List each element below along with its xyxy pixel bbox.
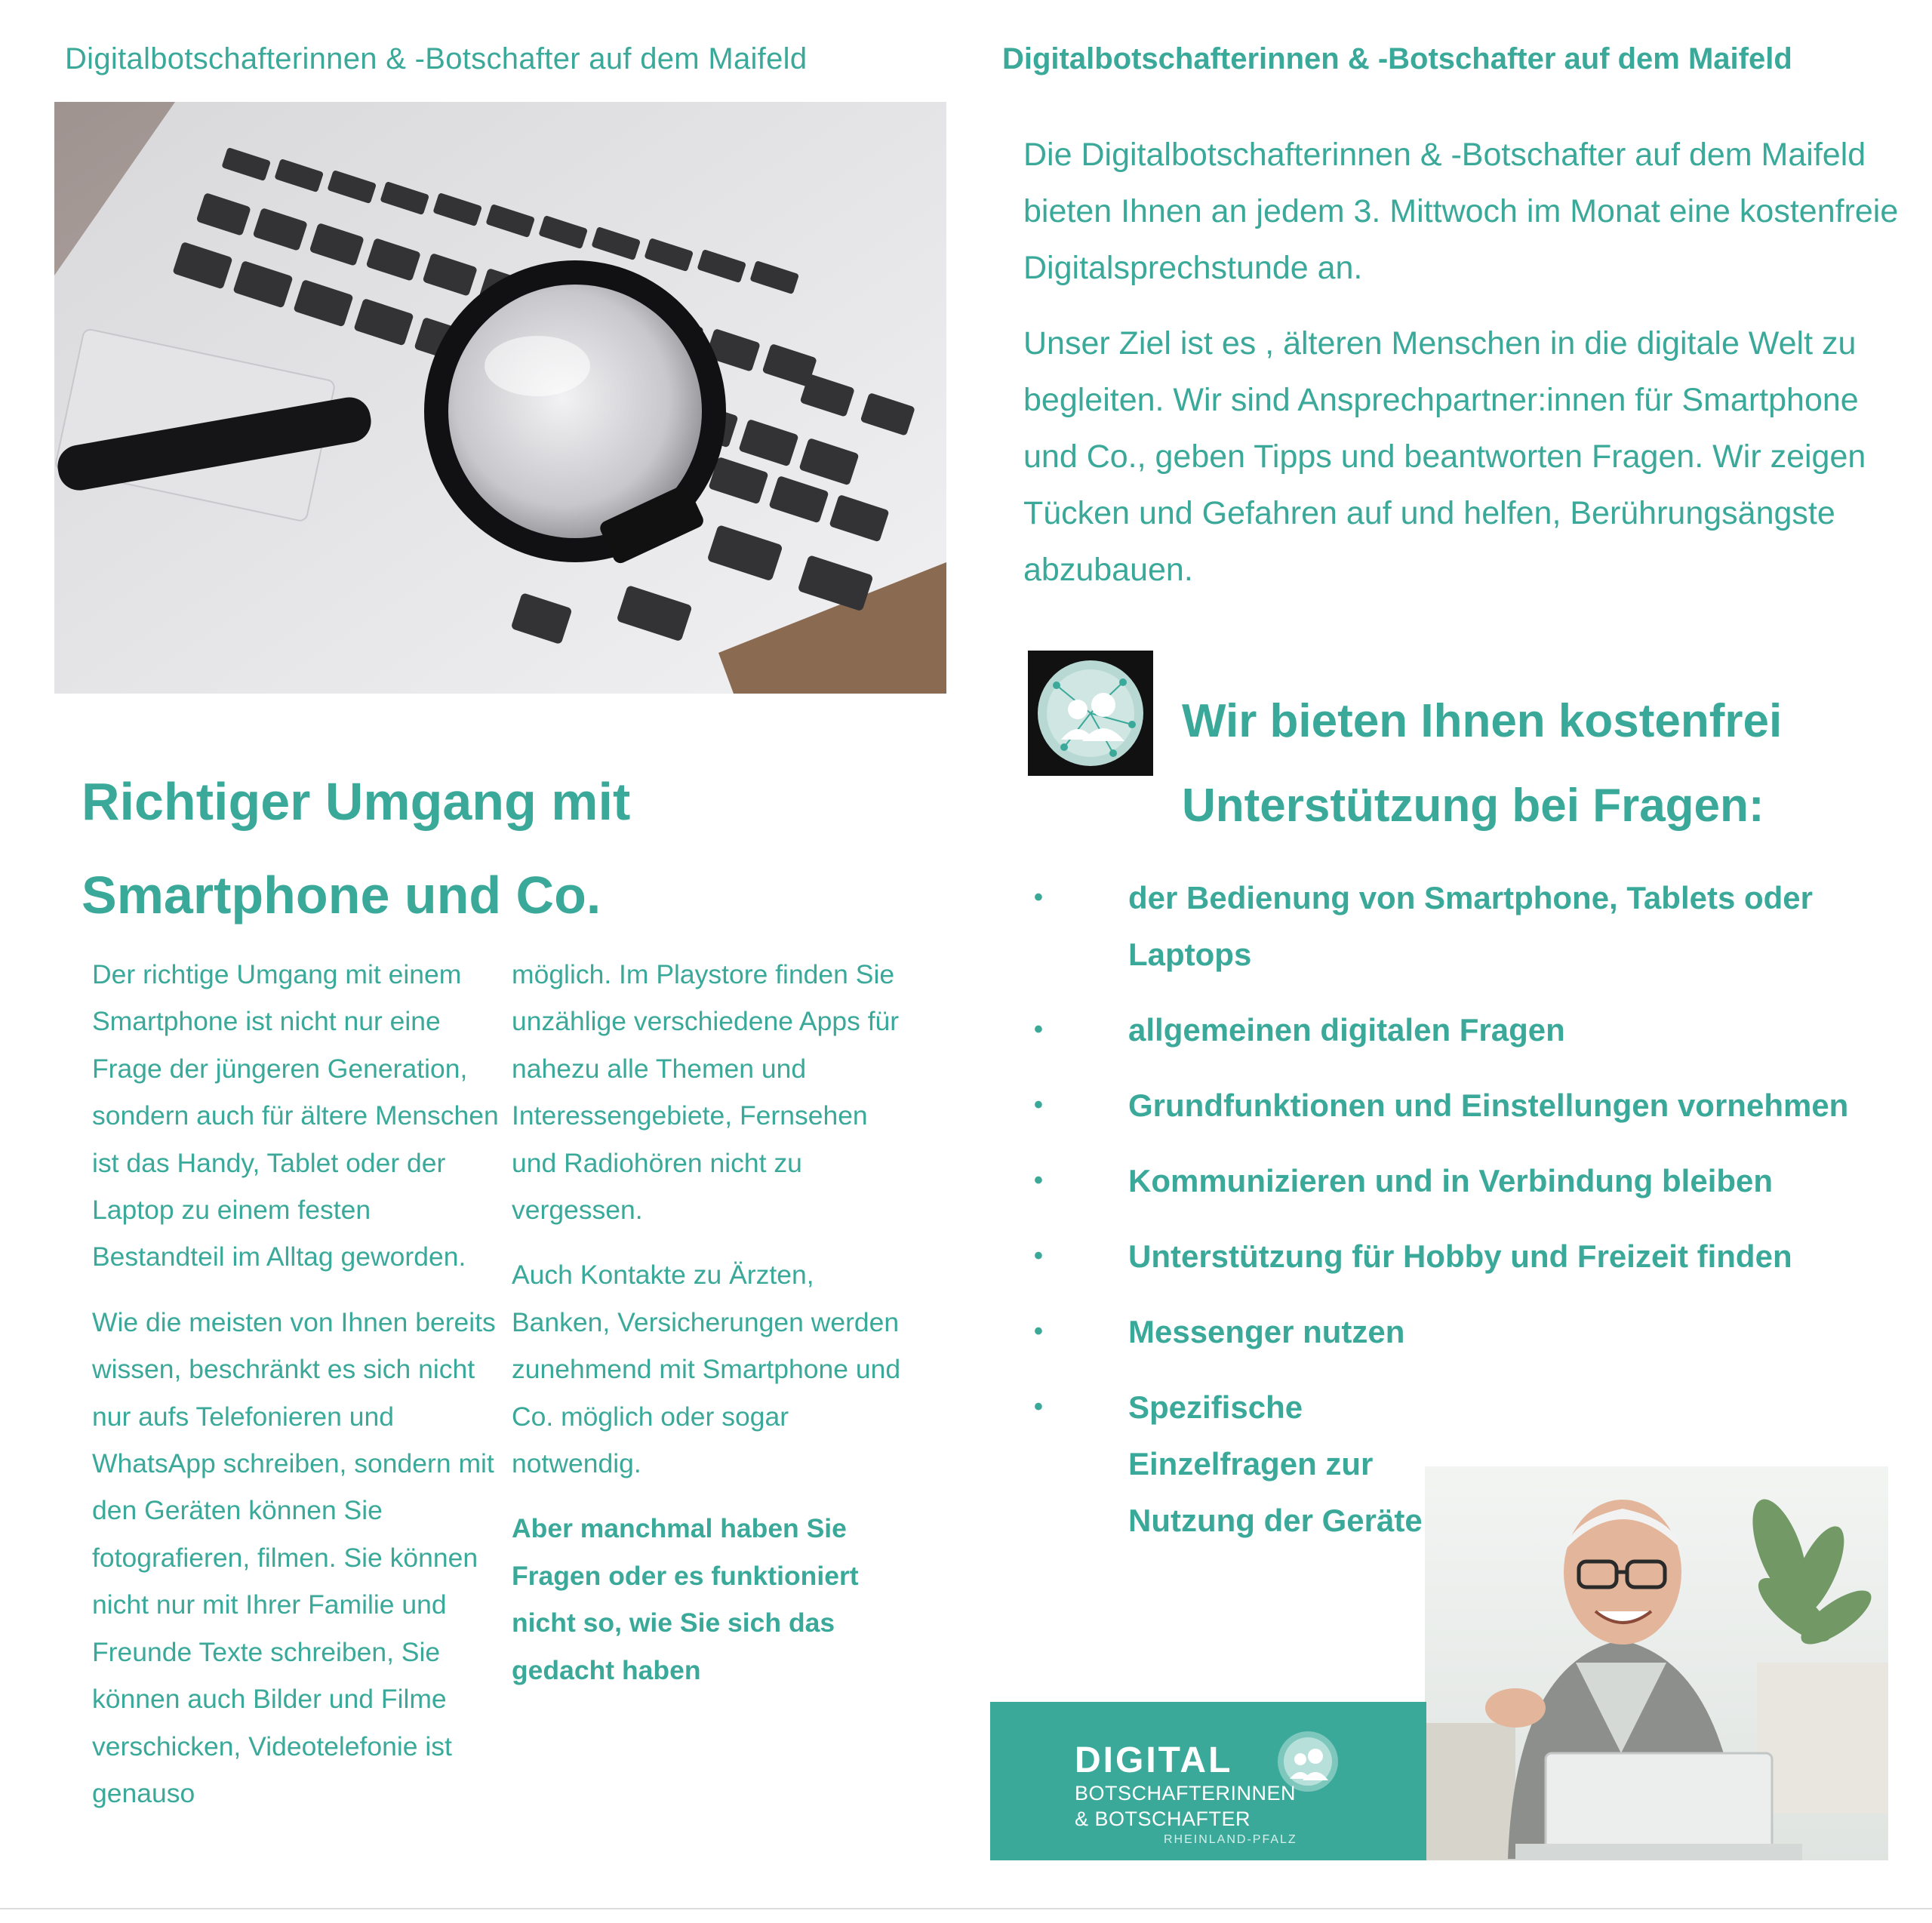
list-item: • Messenger nutzen [1034,1303,1879,1360]
col1-paragraph-1: Der richtige Umgang mit einem Smartphone ist nicht nur eine Frage der jüngeren Generation, sondern auch für ältere Menschen ist das Handy, Tablet oder der Laptop zu einem festen Bestandteil im Alltag geworden. [92,959,499,1272]
digitalbotschafter-brand-logo [990,1702,1426,1860]
laptop-magnifier-photo [54,102,946,694]
bullet-icon: • [1034,1166,1043,1195]
offer-title-line-1: Wir bieten Ihnen kostenfrei [1182,695,1783,747]
left-title-line-2: Smartphone und Co. [82,866,601,925]
col2-paragraph-1: möglich. Im Playstore finden Sie unzählige verschiedene Apps für nahezu alle Themen und Interessengebiete, Fernsehen und Radiohören nicht zu vergessen. [512,959,900,1226]
right-header: Digitalbotschafterinnen & -Botschafter auf dem Maifeld [1002,42,1792,75]
bullet-icon: • [1034,883,1043,912]
left-title [82,755,912,942]
brand-digital-text: DIGITAL [1075,1740,1233,1780]
people-network-icon [1028,651,1153,776]
intro-text [1023,127,1899,617]
bullet-icon: • [1034,1317,1043,1346]
left-column-1 [92,951,500,1835]
offer-title-line-2: Unterstützung bei Fragen: [1182,780,1764,832]
list-item: • Kommunizieren und in Verbindung bleiben [1034,1152,1879,1209]
list-item: • Spezifische Einzelfragen zur Nutzung der Geräte [1034,1379,1879,1549]
list-item: • der Bedienung von Smartphone, Tablets oder Laptops [1034,869,1879,983]
laptop-magnifier-illustration [54,102,946,694]
brand-line-1: BOTSCHAFTERINNEN [1075,1782,1297,1805]
bullet-icon: • [1034,1091,1043,1119]
bullet-icon: • [1034,1392,1043,1421]
col1-paragraph-2: Wie die meisten von Ihnen bereits wissen, beschränkt es sich nicht nur aufs Telefonieren und WhatsApp schreiben, sondern mit den Geräten können Sie fotografieren, filmen. Sie können nicht nur mit Ihrer Familie und Freunde Texte schreiben, Sie können auch Bilder und Filme verschicken, Videotelefonie ist genauso [92,1306,496,1808]
list-item: • allgemeinen digitalen Fragen [1034,1001,1879,1058]
col2-paragraph-3: Aber manchmal haben Sie Fragen oder es funktioniert nicht so, wie Sie sich das gedacht haben [512,1513,859,1685]
bullet-icon: • [1034,1015,1043,1044]
left-column-2 [512,951,919,1712]
intro-paragraph-2: Unser Ziel ist es , älteren Menschen in die digitale Welt zu begleiten. Wir sind Ansprechpartner:innen für Smartphone und Co., geben Tipps und beantworten Fragen. Wir zeigen Tücken und Gefahren auf und helfen, Berührungsängste abzubauen. [1023,325,1866,588]
col2-paragraph-2: Auch Kontakte zu Ärzten, Banken, Versicherungen werden zunehmend mit Smartphone und Co. möglich oder sogar notwendig. [512,1260,901,1479]
page-divider [0,1908,1932,1909]
left-title-line-1: Richtiger Umgang mit [82,772,631,831]
brand-line-2: & BOTSCHAFTER [1075,1808,1251,1830]
offer-title [1182,679,1906,848]
left-header: Digitalbotschafterinnen & -Botschafter auf dem Maifeld [65,42,808,75]
brand-line-3: RHEINLAND-PFALZ [1164,1833,1297,1846]
list-item: • Unterstützung für Hobby und Freizeit finden [1034,1228,1879,1285]
senior-laptop-illustration [1425,1436,1888,1860]
list-item: • Grundfunktionen und Einstellungen vornehmen [1034,1077,1879,1134]
intro-paragraph-1: Die Digitalbotschafterinnen & -Botschafter auf dem Maifeld bieten Ihnen an jedem 3. Mittwoch im Monat eine kostenfreie Digitalsprechstunde an. [1023,137,1899,286]
senior-laptop-photo [1425,1436,1888,1860]
bullet-icon: • [1034,1241,1043,1270]
